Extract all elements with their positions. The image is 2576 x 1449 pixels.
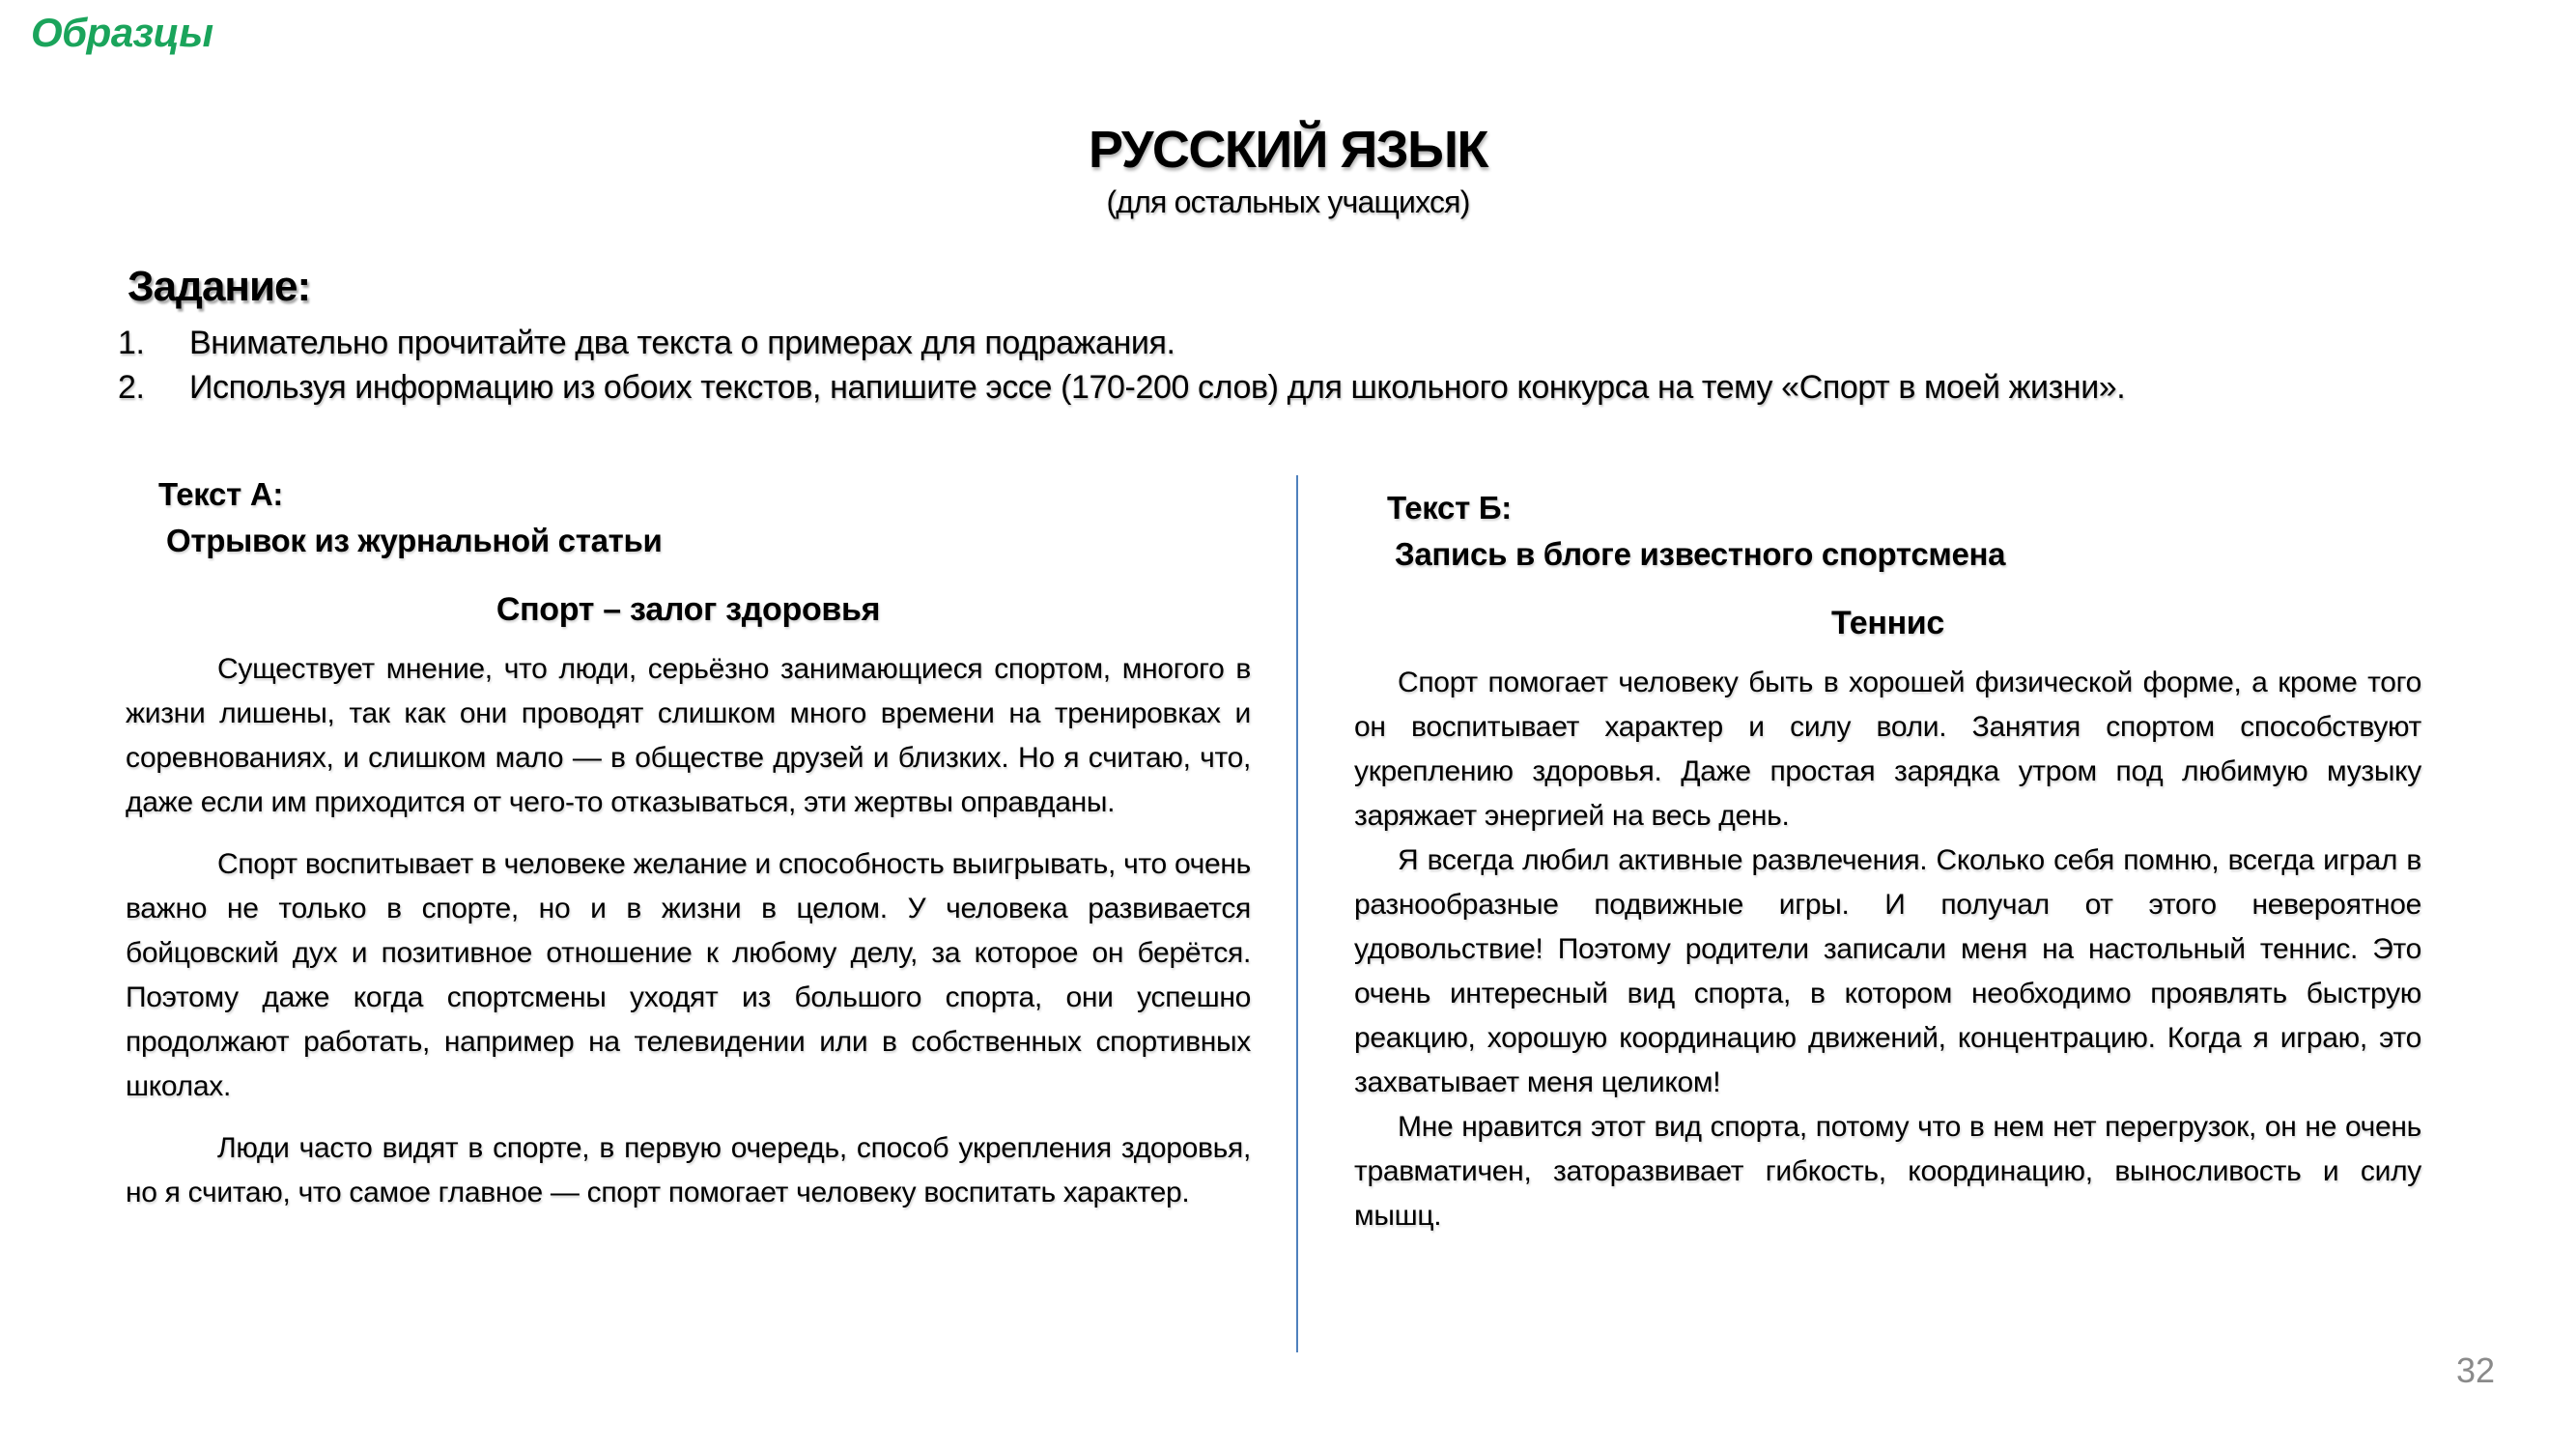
text-b-paragraph-3: Мне нравится этот вид спорта, потому что в нем нет перегрузок, он не очень травматичен, заторазвивает гибкость, координацию, выносливость и силу мышц. — [1354, 1111, 2421, 1232]
text-a-column — [126, 471, 1251, 1233]
text-b-paragraph-1: Спорт помогает человеку быть в хорошей физической форме, а кроме того он воспитывает характер и силу воли. Занятия спортом способствуют укреплению здоровья. Даже простая зарядка утром под любимую музыку заряжает энергией на весь день. — [1354, 667, 2421, 832]
task-item-2-number: 2. — [118, 369, 145, 406]
text-b-column — [1354, 485, 2421, 1238]
page-subtitle: (для остальных учащихся) — [1106, 185, 1470, 220]
text-b-source: Запись в блоге известного спортсмена — [1395, 536, 2006, 572]
task-item-1 — [118, 321, 2452, 365]
text-b-label: Текст Б: — [1387, 490, 1512, 526]
text-a-title: Спорт – залог здоровья — [495, 591, 881, 628]
column-divider — [1296, 475, 1298, 1352]
page-title: РУССКИЙ ЯЗЫК — [1089, 121, 1487, 179]
text-b-title: Теннис — [1830, 605, 1945, 641]
text-a-paragraph-2: Спорт воспитывает в человеке желание и способность выигрывать, что очень важно не только в спорте, но и в жизни в целом. У человека развивается бойцовский дух и позитивное отношение к любому делу, за которое он берётся. Поэтому даже когда спортсмены уходят из большого спорта, они успешно продолжают работать, например на телевидении или в собственных спортивных школах. — [126, 848, 1251, 1102]
task-item-1-number: 1. — [118, 325, 145, 361]
task-item-2-text: Используя информацию из обоих текстов, напишите эссе (170-200 слов) для школьного конкурса на тему «Спорт в моей жизни». — [189, 369, 2126, 406]
page-number: 32 — [2455, 1350, 2495, 1390]
task-item-2 — [118, 365, 2452, 410]
task-heading: Задание: — [127, 263, 311, 310]
text-a-source: Отрывок из журнальной статьи — [166, 523, 663, 558]
samples-badge: Образцы — [31, 10, 213, 55]
text-a-paragraph-1: Существует мнение, что люди, серьёзно занимающиеся спортом, многого в жизни лишены, так как они проводят слишком много времени на тренировках и соревнованиях, и слишком мало — в обществе друзей и близких. Но я считаю, что, даже если им приходится от чего-то отказываться, эти жертвы оправданы. — [126, 653, 1251, 818]
header — [0, 122, 2576, 220]
task-section — [118, 263, 2452, 410]
text-a-paragraph-3: Люди часто видят в спорте, в первую очередь, способ укрепления здоровья, но я считаю, что самое главное — спорт помогает человеку воспитать характер. — [126, 1132, 1251, 1208]
text-b-paragraph-2: Я всегда любил активные развлечения. Сколько себя помню, всегда играл в разнообразные подвижные игры. И получал от этого невероятное удовольствие! Поэтому родители записали меня на настольный теннис. Это очень интересный вид спорта, в котором необходимо проявлять быструю реакцию, хорошую координацию движений, концентрацию. Когда я играю, это захватывает меня целиком! — [1354, 844, 2421, 1098]
task-item-1-text: Внимательно прочитайте два текста о примерах для подражания. — [189, 325, 1175, 361]
text-a-label: Текст А: — [158, 476, 284, 512]
